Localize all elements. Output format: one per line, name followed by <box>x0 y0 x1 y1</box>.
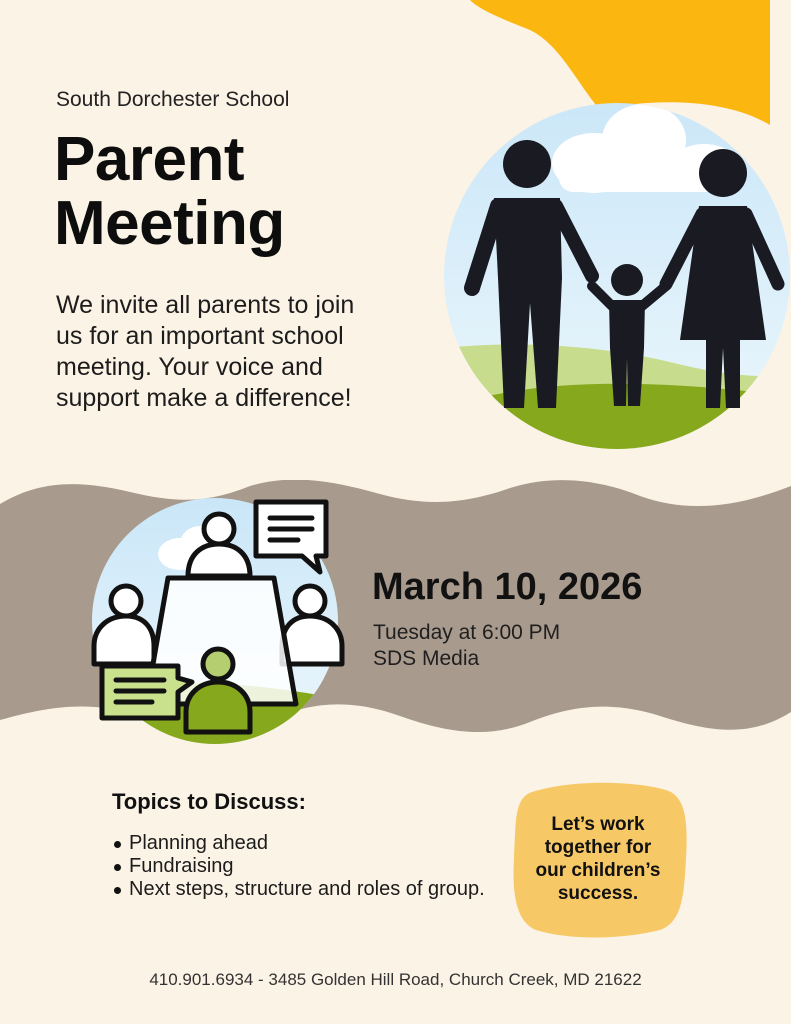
list-item: Fundraising <box>112 855 492 878</box>
intro-line: We invite all parents to join <box>56 291 355 319</box>
callout-line: Let’s work <box>551 814 645 835</box>
intro-line: support make a difference! <box>56 384 352 412</box>
title-line: Meeting <box>54 189 285 258</box>
callout-line: together for <box>544 837 652 858</box>
family-illustration <box>444 78 790 474</box>
title-line: Parent <box>54 125 244 194</box>
speech-bubble-icon <box>102 666 192 718</box>
event-date: March 10, 2026 <box>372 566 643 608</box>
callout-line: success. <box>557 883 639 904</box>
topics-heading: Topics to Discuss: <box>112 789 306 814</box>
intro-line: us for an important school <box>56 322 344 350</box>
callout-text <box>515 813 681 905</box>
meeting-illustration <box>88 496 350 752</box>
event-time: Tuesday at 6:00 PM <box>373 621 561 644</box>
event-venue: SDS Media <box>373 647 480 670</box>
list-item: Planning ahead <box>112 832 492 855</box>
footer-contact: 410.901.6934 - 3485 Golden Hill Road, Church Creek, MD 21622 <box>149 970 642 989</box>
intro-line: meeting. Your voice and <box>56 353 323 381</box>
topics-list <box>112 832 492 901</box>
callout-line: our children’s <box>535 860 661 881</box>
list-item: Next steps, structure and roles of group. <box>112 878 492 901</box>
page-title <box>54 125 285 258</box>
school-name: South Dorchester School <box>56 88 290 111</box>
intro-paragraph <box>56 290 436 414</box>
